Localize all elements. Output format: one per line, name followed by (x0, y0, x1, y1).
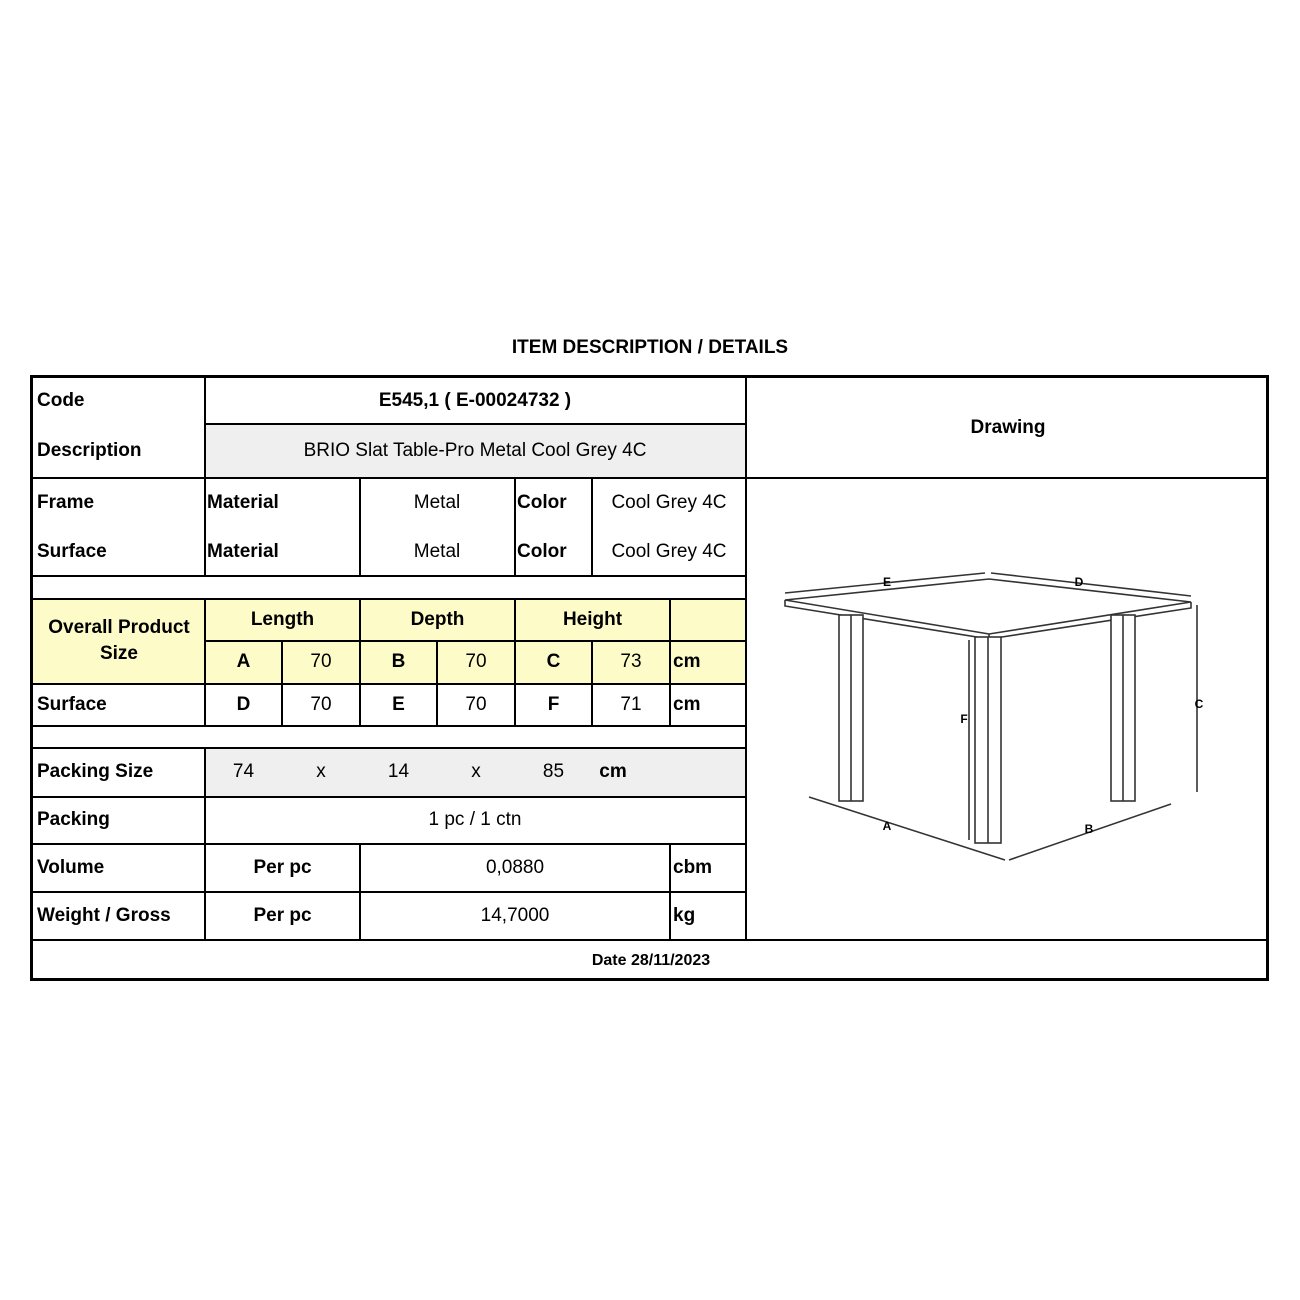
grid-line (205, 423, 745, 425)
grid-line (33, 683, 745, 685)
grid-line (591, 479, 593, 576)
frame-color: Cool Grey 4C (611, 492, 727, 513)
dim-value-f: 71 (620, 693, 642, 715)
weight-value: 14,7000 (480, 905, 550, 926)
description-value: BRIO Slat Table-Pro Metal Cool Grey 4C (303, 439, 647, 461)
drawing-label: Drawing (970, 417, 1046, 438)
dim-value-c: 73 (620, 651, 642, 672)
weight-unit: kg (673, 905, 696, 926)
packing-sep-1: x (316, 761, 326, 782)
description-label: Description (37, 439, 142, 461)
overall-unit: cm (673, 651, 701, 672)
drawing-label-d: D (1074, 575, 1084, 589)
surface-size-label: Surface (37, 693, 107, 715)
frame-material: Metal (413, 492, 461, 513)
grid-line (669, 599, 671, 726)
packing-size-label: Packing Size (37, 761, 154, 782)
grid-line (204, 599, 206, 726)
drawing-label-e: E (882, 575, 892, 589)
drawing-label-a: A (882, 819, 892, 833)
drawing-label-c: C (1194, 697, 1204, 711)
grid-line (33, 843, 745, 845)
surface-color-label: Color (517, 541, 567, 562)
grid-line (591, 641, 593, 726)
dim-letter-e: E (392, 693, 405, 715)
surface-label: Surface (37, 541, 107, 562)
volume-per: Per pc (253, 857, 312, 878)
surface-size-unit: cm (673, 693, 701, 715)
packing-length: 74 (232, 761, 255, 782)
grid-line (204, 748, 206, 940)
dim-value-e: 70 (465, 693, 487, 715)
code-label: Code (37, 390, 85, 411)
grid-line (359, 599, 361, 726)
dim-letter-c: C (546, 651, 561, 672)
grid-line (204, 378, 206, 576)
code-value: E545,1 ( E-00024732 ) (378, 390, 572, 411)
drawing-label-b: B (1084, 822, 1094, 836)
grid-line (281, 641, 283, 726)
frame-label: Frame (37, 492, 95, 513)
volume-unit: cbm (673, 857, 713, 878)
frame-material-label: Material (207, 492, 279, 513)
overall-size-label: Overall Product Size (48, 617, 190, 664)
grid-line (514, 479, 516, 576)
grid-line (33, 575, 745, 577)
table-drawing (779, 480, 1267, 940)
height-header: Height (562, 609, 623, 630)
dim-letter-a: A (236, 651, 251, 672)
dim-letter-d: D (236, 693, 251, 715)
grid-line (205, 640, 745, 642)
surface-color: Cool Grey 4C (611, 541, 727, 562)
depth-header: Depth (410, 609, 465, 630)
dim-letter-b: B (391, 651, 406, 672)
grid-line (436, 641, 438, 726)
surface-material: Metal (413, 541, 461, 562)
drawing-label-f: F (960, 712, 968, 726)
volume-value: 0,0880 (485, 857, 545, 878)
grid-line (359, 479, 361, 576)
packing-sep-2: x (471, 761, 481, 782)
dim-value-d: 70 (310, 693, 332, 715)
grid-line (33, 477, 1269, 479)
grid-line (745, 378, 747, 940)
item-sheet (30, 375, 1269, 981)
dim-value-a: 70 (310, 651, 332, 672)
packing-label: Packing (37, 809, 110, 830)
packing-height: 85 (542, 761, 565, 782)
grid-line (33, 725, 745, 727)
weight-label: Weight / Gross (37, 905, 171, 926)
frame-color-label: Color (517, 492, 567, 513)
weight-per: Per pc (253, 905, 312, 926)
footer-date: Date 28/11/2023 (591, 952, 711, 969)
dim-value-b: 70 (465, 651, 487, 672)
surface-material-label: Material (207, 541, 279, 562)
grid-line (33, 598, 745, 600)
volume-label: Volume (37, 857, 105, 878)
dim-letter-f: F (547, 693, 560, 715)
grid-line (514, 599, 516, 726)
grid-line (669, 844, 671, 940)
grid-line (33, 891, 745, 893)
length-header: Length (250, 609, 315, 630)
packing-value: 1 pc / 1 ctn (428, 809, 522, 830)
grid-line (33, 796, 745, 798)
page-title: ITEM DESCRIPTION / DETAILS (511, 337, 789, 358)
packing-size-unit: cm (599, 761, 627, 782)
grid-line (359, 844, 361, 940)
packing-depth: 14 (387, 761, 410, 782)
grid-line (33, 747, 745, 749)
